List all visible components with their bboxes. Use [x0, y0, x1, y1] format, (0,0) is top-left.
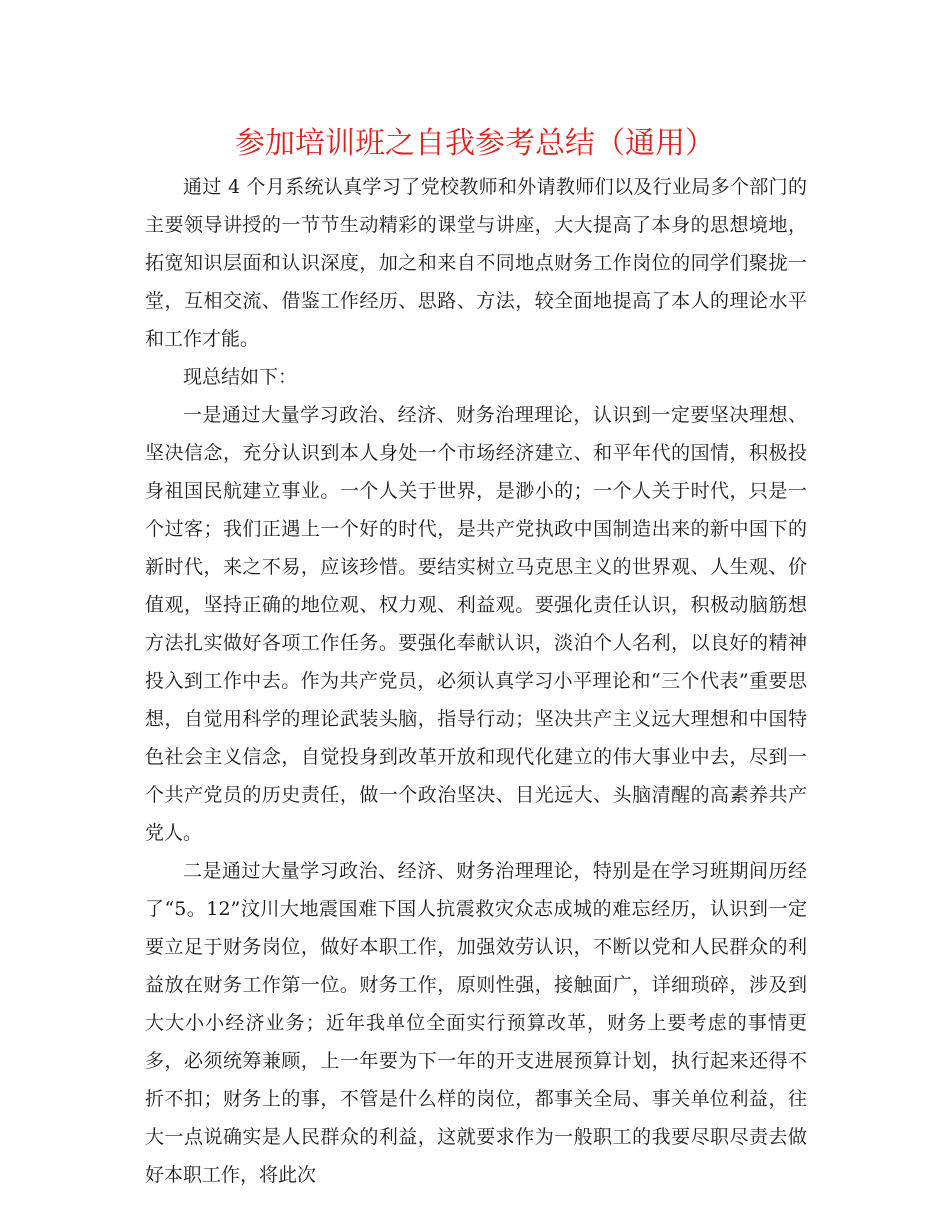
paragraph-intro: 通过 4 个月系统认真学习了党校教师和外请教师们以及行业局多个部门的主要领导讲授的一节节生动精彩的课堂与讲座，大大提高了本身的思想境地，拓宽知识层面和认识深度，加之和来自不同地点财务工作岗位的同学们聚拢一堂，互相交流、借鉴工作经历、思路、方法，较全面地提高了本人的理论水平和工作才能。 — [145, 176, 807, 350]
document-body — [145, 168, 807, 1194]
paragraph-summary-lead: 现总结如下： — [183, 366, 298, 388]
paragraph-point-one: 一是通过大量学习政治、经济、财务治理理论，认识到一定要坚决理想、坚决信念，充分认识到本人身处一个市场经济建立、和平年代的国情，积极投身祖国民航建立事业。一个人关于世界，是渺小的；一个人关于时代，只是一个过客；我们正遇上一个好的时代，是共产党执政中国制造出来的新中国下的新时代，来之不易，应该珍惜。要结实树立马克思主义的世界观、人生观、价值观，坚持正确的地位观、权力观、利益观。要强化责任认识，积极动脑筋想方法扎实做好各项工作任务。要强化奉献认识，淡泊个人名利，以良好的精神投入到工作中去。作为共产党员，必须认真学习小平理论和“三个代表”重要思想，自觉用科学的理论武装头脑，指导行动；坚决共产主义远大理想和中国特色社会主义信念，自觉投身到改革开放和现代化建立的伟大事业中去，尽到一个共产党员的历史责任，做一个政治坚决、目光远大、头脑清醒的高素养共产党人。 — [145, 404, 807, 844]
document-title: 参加培训班之自我参考总结（通用） — [235, 126, 715, 161]
paragraph-point-two: 二是通过大量学习政治、经济、财务治理理论，特别是在学习班期间历经了“5。12”汶川大地震国难下国人抗震救灾众志成城的难忘经历，认识到一定要立足于财务岗位，做好本职工作，加强效劳认识，不断以党和人民群众的利益放在财务工作第一位。财务工作，原则性强，接触面广，详细琐碎，涉及到大大小小经济业务；近年我单位全面实行预算改革，财务上要考虑的事情更多，必须统筹兼顾，上一年要为下一年的开支进展预算计划，执行起来还得不折不扣；财务上的事，不管是什么样的岗位，都事关全局、事关单位利益，往大一点说确实是人民群众的利益，这就要求作为一般职工的我要尽职尽责去做好本职工作，将此次 — [145, 860, 807, 1186]
